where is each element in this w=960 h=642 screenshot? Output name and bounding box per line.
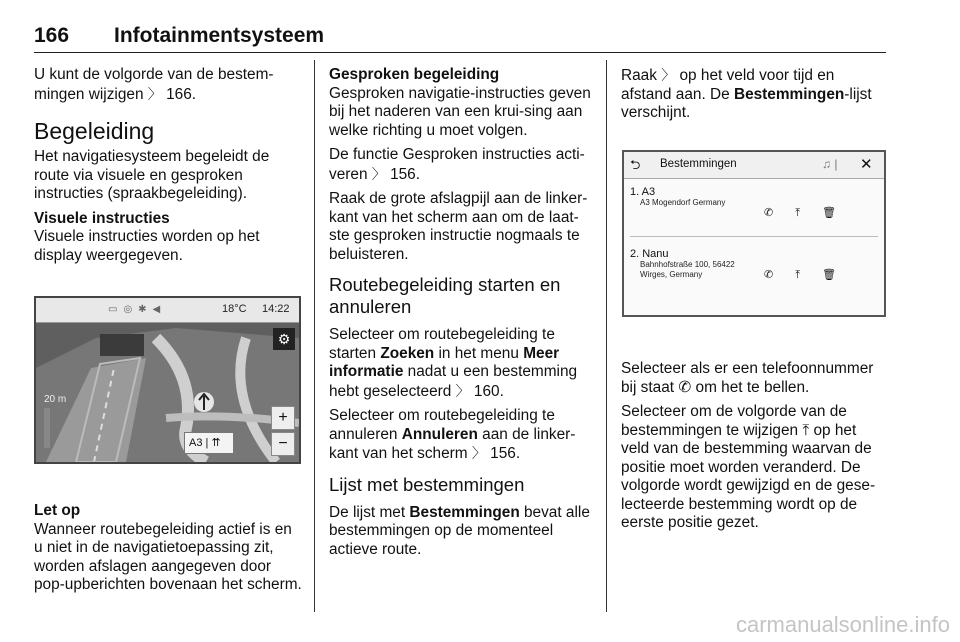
chevron-right-icon: 〉 [471, 445, 486, 461]
visual-text: Visuele instructies worden op het display weergegeven. [34, 228, 260, 264]
page-title: Infotainmentsysteem [114, 24, 325, 47]
order-text: Selecteer om de volgorde van de bestemmingen te wijzigen ⤒ op het veld van de bestemming waarvan de positie moet worden veranderd. De volgorde wordt gewijzigd en de gese-lecteerde bestemming wordt op de eerste positie gezet. [621, 403, 876, 531]
column-1 [34, 66, 304, 271]
call-text: Selecteer als er een telefoonnummer bij staat ✆ om het te bellen. [621, 360, 874, 396]
note-heading: Let op [34, 502, 81, 519]
phone-icon[interactable]: ✆ [764, 207, 796, 219]
column-divider [606, 60, 607, 612]
clock-display: 14:22 [262, 303, 290, 315]
page-ref-link[interactable]: 160. [473, 382, 504, 400]
list-text: De lijst met Bestemmingen bevat alle bestemmingen op de momenteel actieve route. [329, 503, 590, 558]
page-ref-link[interactable]: 156. [490, 445, 521, 462]
navigation-screen-figure [34, 296, 301, 464]
destinations-title: Bestemmingen [660, 158, 737, 170]
note-text: Wanneer routebegeleiding actief is en u niet in de navigatietoepassing zit, worden afslagen aangegeven door pop-upberichten bovenaan het scherm. [34, 520, 302, 593]
watermark: carmanualsonline.info [735, 612, 950, 637]
chevron-right-icon: 〉 [371, 165, 386, 182]
delete-icon[interactable]: 🗑 [822, 207, 859, 219]
section-heading-list: Lijst met bestemmingen [329, 473, 525, 495]
section-heading-start: Routebegeleiding starten en annuleren [329, 274, 561, 317]
spoken-text: Gesproken navigatie-instructies geven bij het naderen van een krui-sing aan welke richting u moet volgen. [329, 84, 591, 139]
music-icon: ♫ | [822, 157, 838, 171]
delete-icon[interactable]: 🗑 [822, 269, 859, 281]
section-heading-guidance: Begeleiding [34, 118, 155, 144]
column-3-lower [621, 360, 886, 539]
destinations-screen-figure [622, 150, 886, 317]
temperature-display: 18°C [222, 303, 247, 315]
cancel-text: Selecteer om routebegeleiding te annuleren Annuleren aan de linker-kant van het scherm 〉 156. [329, 407, 576, 462]
guidance-text: Het navigatiesysteem begeleidt de route via visuele en gesproken instructies (spraakbegeleiding). [34, 148, 270, 202]
arrow-text: Raak de grote afslagpijl aan de linker-kant van het scherm aan om de laat-ste gesproken instructie nogmaals te beluisteren. [329, 190, 588, 263]
destination-item[interactable]: 1. A3 A3 Mogendorf Germany [630, 186, 726, 207]
chevron-right-icon: 〉 [455, 382, 470, 399]
close-icon[interactable]: ✕ [860, 156, 873, 173]
page-ref-link[interactable]: 166. [166, 85, 197, 103]
function-text: De functie Gesproken instructies acti-veren 〉 156. [329, 146, 585, 183]
phone-icon[interactable]: ✆ [764, 269, 796, 281]
back-icon[interactable]: ⮌ [630, 157, 641, 172]
destination-actions [764, 268, 858, 282]
divider [630, 236, 878, 237]
page-number: 166 [34, 24, 70, 47]
move-to-top-icon[interactable]: ⤒ [795, 207, 823, 219]
zoom-out-button[interactable]: − [271, 432, 295, 456]
move-to-top-icon[interactable]: ⤒ [795, 269, 823, 281]
gear-icon[interactable]: ⚙ [273, 328, 295, 350]
distance-label: 20 m [44, 394, 67, 405]
destinations-title-bar [624, 152, 884, 179]
zoom-in-button[interactable]: + [271, 406, 295, 430]
column-divider [314, 60, 315, 612]
intro-text: U kunt de volgorde van de bestem- mingen wijzigen 〉 166. [34, 66, 274, 103]
status-icons: ▭◎✱◀ [108, 304, 167, 315]
start-text: Selecteer om routebegeleiding te starten Zoeken in het menu Meer informatie nadat u een bestemming hebt geselecteerd 〉 160. [329, 326, 578, 400]
phone-icon: ✆ [678, 378, 692, 396]
column-2 [329, 66, 591, 565]
page-ref-link[interactable]: 156. [390, 165, 421, 183]
road-label: A3 | ⇈ [184, 432, 234, 454]
chevron-right-icon: 〉 [661, 67, 676, 83]
visual-heading: Visuele instructies [34, 209, 170, 227]
note-block [34, 502, 304, 601]
raak-text: Raak 〉 op het veld voor tijd en afstand aan. De Bestemmingen-lijst verschijnt. [621, 67, 872, 121]
destination-actions [764, 206, 858, 220]
spoken-heading: Gesproken begeleiding [329, 66, 500, 83]
destination-item[interactable]: 2. Nanu Bahnhofstraße 100, 56422 Wirges, Germany [630, 248, 735, 279]
column-3 [621, 66, 886, 129]
chevron-right-icon: 〉 [147, 85, 162, 102]
lane-icon: | ⇈ [205, 437, 221, 449]
page-header [34, 24, 886, 53]
move-to-top-icon: ⤒ [802, 421, 810, 439]
status-bar [36, 298, 299, 323]
